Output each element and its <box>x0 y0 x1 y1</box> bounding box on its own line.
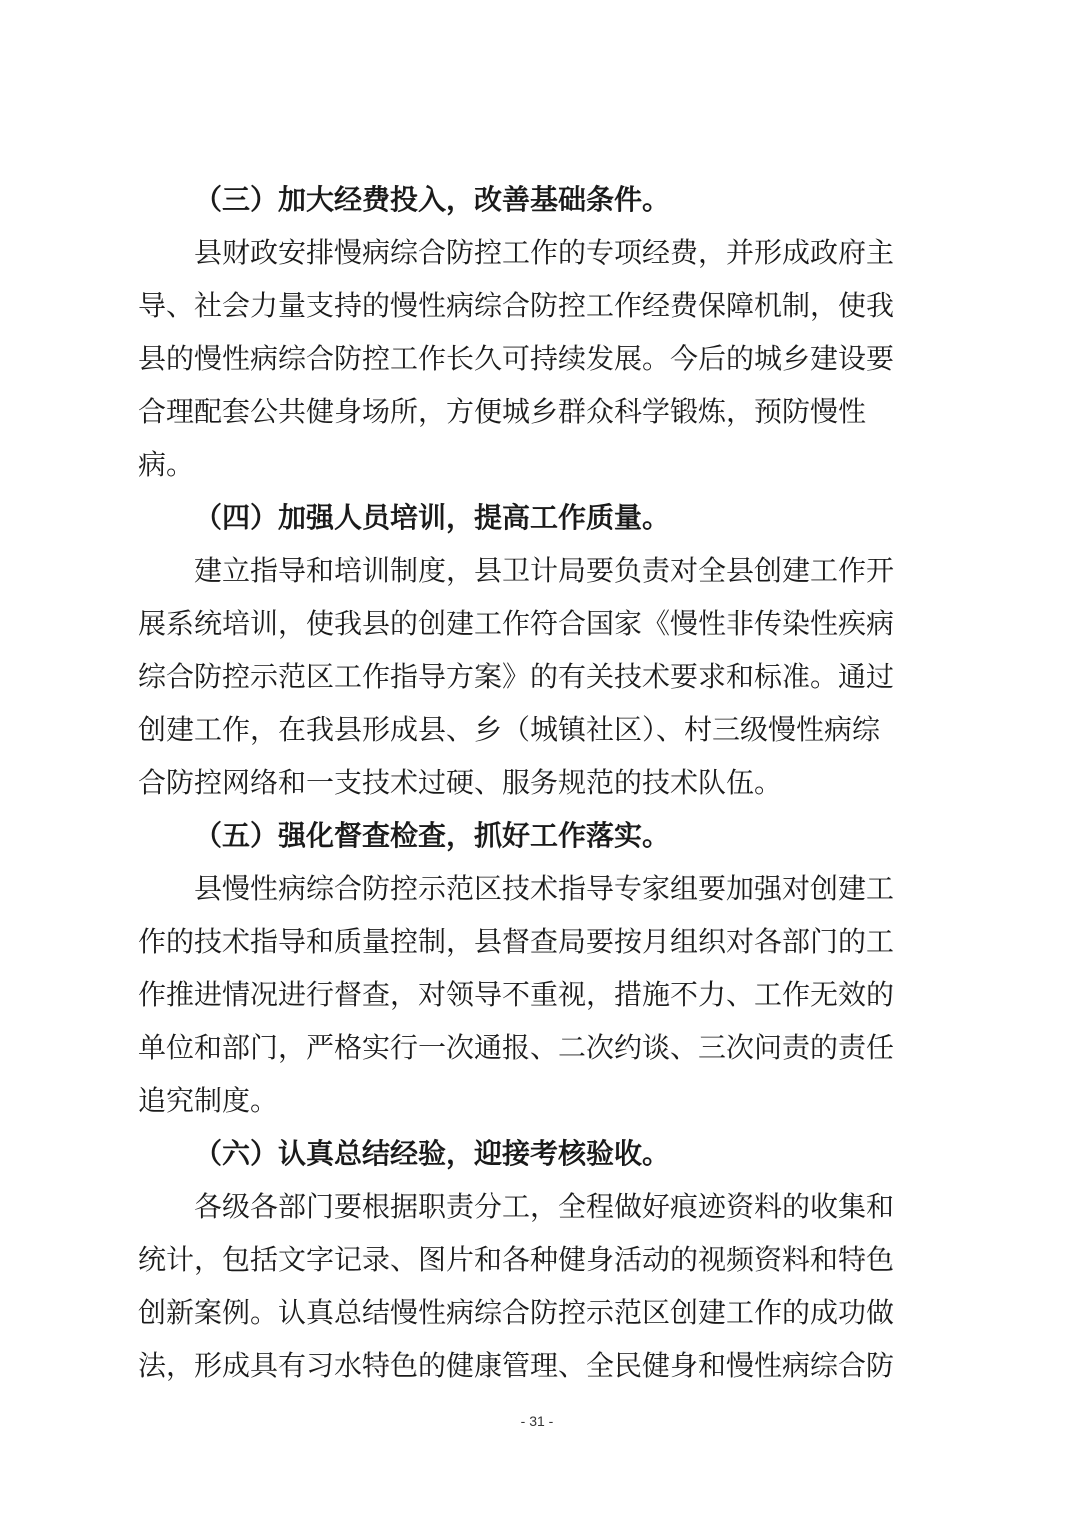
paragraph-line: 单位和部门，严格实行一次通报、二次约谈、三次问责的责任 <box>138 1031 895 1064</box>
paragraph-line: 建立指导和培训制度，县卫计局要负责对全县创建工作开 <box>194 554 895 587</box>
page-number: - 31 - <box>520 1413 554 1429</box>
section-heading-5: （五）强化督查检查，抓好工作落实。 <box>194 819 671 852</box>
paragraph-line: 县财政安排慢病综合防控工作的专项经费，并形成政府主 <box>194 236 895 269</box>
paragraph-line: 县慢性病综合防控示范区技术指导专家组要加强对创建工 <box>194 872 895 905</box>
section-heading-4: （四）加强人员培训，提高工作质量。 <box>194 501 671 534</box>
section-paragraph-5 <box>138 862 928 1127</box>
section-heading-3: （三）加大经费投入，改善基础条件。 <box>194 183 671 216</box>
paragraph-line: 作推进情况进行督查，对领导不重视，措施不力、工作无效的 <box>138 978 895 1011</box>
section-paragraph-6 <box>138 1180 928 1392</box>
section-paragraph-4 <box>138 544 928 809</box>
paragraph-line: 合理配套公共健身场所，方便城乡群众科学锻炼，预防慢性 <box>138 395 867 428</box>
paragraph-line: 法，形成具有习水特色的健康管理、全民健身和慢性病综合防 <box>138 1349 895 1382</box>
paragraph-line: 导、社会力量支持的慢性病综合防控工作经费保障机制，使我 <box>138 289 895 322</box>
paragraph-line: 县的慢性病综合防控工作长久可持续发展。今后的城乡建设要 <box>138 342 895 375</box>
paragraph-line: 各级各部门要根据职责分工，全程做好痕迹资料的收集和 <box>194 1190 895 1223</box>
paragraph-line: 综合防控示范区工作指导方案》的有关技术要求和标准。通过 <box>138 660 895 693</box>
paragraph-line: 展系统培训，使我县的创建工作符合国家《慢性非传染性疾病 <box>138 607 895 640</box>
section-heading-6: （六）认真总结经验，迎接考核验收。 <box>194 1137 671 1170</box>
paragraph-line: 创建工作，在我县形成县、乡（城镇社区）、村三级慢性病综 <box>138 713 881 746</box>
paragraph-line: 统计，包括文字记录、图片和各种健身活动的视频资料和特色 <box>138 1243 895 1276</box>
paragraph-line: 病。 <box>138 448 195 481</box>
paragraph-line: 创新案例。认真总结慢性病综合防控示范区创建工作的成功做 <box>138 1296 895 1329</box>
section-paragraph-3 <box>138 226 928 491</box>
document-body <box>138 173 928 1392</box>
paragraph-line: 作的技术指导和质量控制，县督查局要按月组织对各部门的工 <box>138 925 895 958</box>
paragraph-line: 合防控网络和一支技术过硬、服务规范的技术队伍。 <box>138 766 783 799</box>
paragraph-line: 追究制度。 <box>138 1084 279 1117</box>
